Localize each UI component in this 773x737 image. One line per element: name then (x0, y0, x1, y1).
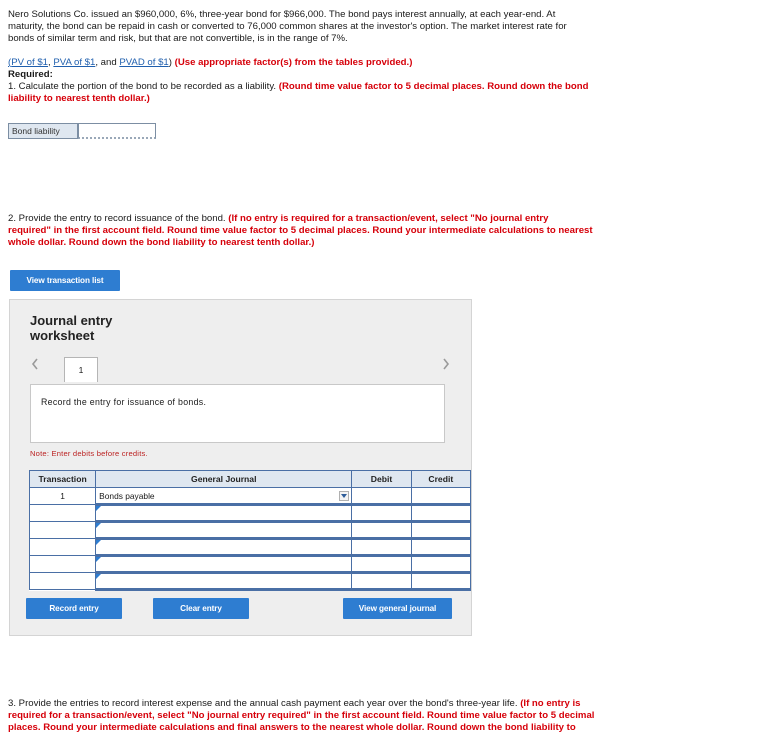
input-marker-icon (96, 557, 101, 562)
intro-line: Nero Solutions Co. issued an $960,000, 6%, three-year bond for $966,000. The bond pays interest annually, at each year-end. At (8, 9, 556, 20)
question-2-instruction: required" in the first account field. Round time value factor to 5 decimal places. Round your intermediate calculations to nearest (8, 225, 593, 236)
table-links (8, 57, 768, 69)
chevron-right-icon[interactable] (442, 357, 450, 373)
account-select[interactable] (96, 505, 352, 522)
account-select[interactable] (96, 556, 352, 573)
credit-input[interactable] (411, 573, 470, 590)
credit-input[interactable] (411, 488, 470, 505)
paren: ( (8, 57, 12, 68)
question-1-text: 1. Calculate the portion of the bond to be recorded as a liability. (8, 81, 277, 92)
debit-credit-note: Note: Enter debits before credits. (30, 449, 148, 458)
input-marker-icon (96, 523, 101, 528)
chevron-left-icon[interactable] (31, 357, 39, 373)
header-general-journal: General Journal (96, 471, 352, 488)
entry-description: Record the entry for issuance of bonds. (41, 397, 207, 407)
table-row (30, 505, 471, 522)
account-value: Bonds payable (99, 490, 155, 501)
worksheet-title-line: worksheet (30, 328, 95, 343)
question-2 (8, 213, 768, 249)
table-row (30, 488, 471, 505)
pv-table-link[interactable]: PV of $1 (11, 57, 49, 68)
intro-line: maturity, the bond can be repaid in cash or converted to 76,000 common shares at the investor's option. The market interest rate for (8, 21, 567, 32)
question-1-instruction: (Round time value factor to 5 decimal places. Round down the bond (276, 81, 589, 92)
debit-input[interactable] (352, 539, 411, 556)
debit-input[interactable] (352, 556, 411, 573)
question-1-instruction: liability to nearest tenth dollar.) (8, 93, 150, 104)
separator: , and (95, 57, 120, 68)
transaction-cell: 1 (30, 488, 96, 505)
clear-entry-button[interactable]: Clear entry (153, 598, 249, 619)
transaction-cell (30, 505, 96, 522)
journal-entry-worksheet (9, 299, 472, 636)
problem-intro (8, 9, 768, 45)
account-select[interactable] (96, 488, 352, 505)
worksheet-title-line: Journal entry (30, 313, 113, 328)
required-label: Required: (8, 69, 53, 80)
account-select[interactable] (96, 539, 352, 556)
question-3-instruction: places. Round your intermediate calculations and final answers to the nearest whole dollar. Round down the bond liability to (8, 722, 576, 733)
table-row (30, 522, 471, 539)
question-3-text: 3. Provide the entries to record interest expense and the annual cash payment each year over the bond's three-year life. (8, 698, 518, 709)
header-transaction: Transaction (30, 471, 96, 488)
credit-input[interactable] (411, 556, 470, 573)
separator: , (48, 57, 54, 68)
view-transaction-list-button[interactable]: View transaction list (10, 270, 120, 291)
transaction-cell (30, 573, 96, 590)
question-3 (8, 698, 768, 734)
debit-input[interactable] (352, 573, 411, 590)
account-select[interactable] (96, 573, 352, 590)
pva-table-link[interactable]: PVA of $1 (53, 57, 96, 68)
question-2-instruction: whole dollar. Round down the bond liability to nearest tenth dollar.) (8, 237, 315, 248)
transaction-cell (30, 556, 96, 573)
table-row (30, 556, 471, 573)
debit-input[interactable] (352, 505, 411, 522)
debit-input[interactable] (352, 522, 411, 539)
input-marker-icon (96, 540, 101, 545)
journal-header-row (30, 471, 471, 488)
entry-description-box (30, 384, 445, 443)
input-marker-icon (96, 506, 101, 511)
credit-input[interactable] (411, 505, 470, 522)
account-select[interactable] (96, 522, 352, 539)
header-debit: Debit (352, 471, 411, 488)
transaction-cell (30, 539, 96, 556)
table-row (30, 539, 471, 556)
tab-1[interactable]: 1 (64, 357, 98, 382)
bond-liability-input[interactable] (78, 123, 156, 139)
view-general-journal-button[interactable]: View general journal (343, 598, 452, 619)
question-1 (8, 81, 768, 105)
credit-input[interactable] (411, 539, 470, 556)
bond-liability-label: Bond liability (8, 123, 78, 139)
intro-line: bonds of similar term and risk, but that are not convertible, is in the range of 7%. (8, 33, 348, 44)
debit-input[interactable] (352, 488, 411, 505)
worksheet-title (30, 313, 112, 343)
transaction-cell (30, 522, 96, 539)
table-instruction: (Use appropriate factor(s) from the tables provided.) (171, 57, 413, 68)
input-marker-icon (96, 574, 101, 579)
pvad-table-link[interactable]: PVAD of $1 (119, 57, 169, 68)
question-3-instruction: (If no entry is (517, 698, 581, 709)
question-2-instruction: (If no entry is required for a transaction/event, select "No journal entry (225, 213, 549, 224)
question-2-text: 2. Provide the entry to record issuance of the bond. (8, 213, 226, 224)
table-row (30, 573, 471, 590)
header-credit: Credit (411, 471, 470, 488)
record-entry-button[interactable]: Record entry (26, 598, 122, 619)
journal-table (29, 470, 471, 591)
credit-input[interactable] (411, 522, 470, 539)
paren: ) (168, 57, 172, 68)
question-3-instruction: required for a transaction/event, select "No journal entry required" in the first account field. Round time value factor to 5 decimal (8, 710, 595, 721)
chevron-down-icon[interactable] (339, 491, 349, 501)
